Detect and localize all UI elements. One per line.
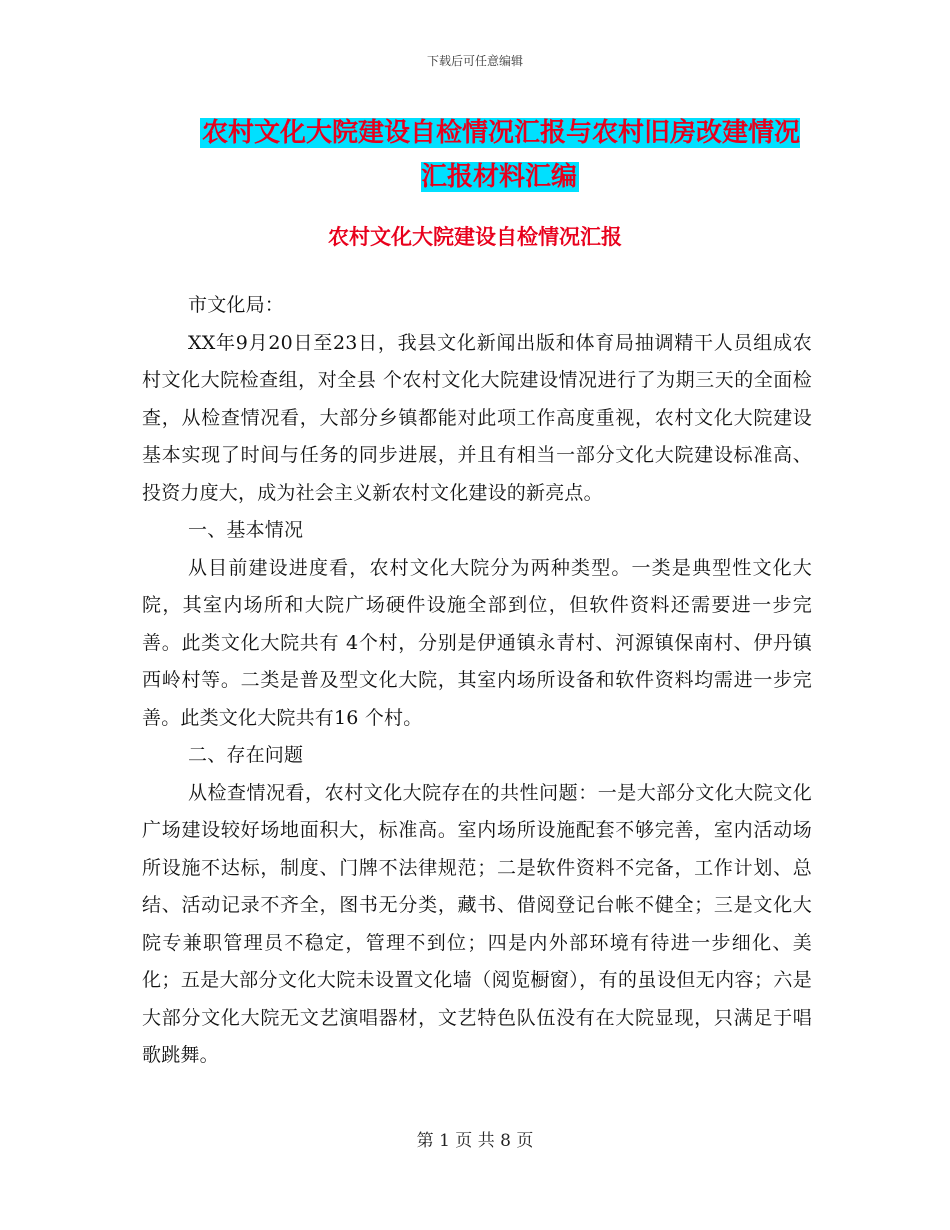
section-title: 农村文化大院建设自检情况汇报 xyxy=(328,225,622,249)
heading-problems: 二、存在问题 xyxy=(188,744,304,766)
header-note: 下载后可任意编辑 xyxy=(426,54,523,68)
page-footer: 第 1 页 共 8 页 xyxy=(416,1131,534,1151)
document-body xyxy=(142,287,812,1075)
paragraph-intro: XX年9月20日至23日，我县文化新闻出版和体育局抽调精干人员组成农村文化大院检查组，对全县 个农村文化大院建设情况进行了为期三天的全面检查，从检查情况看，大部分乡镇都能对此项工作高度重视，农村文化大院建设基本实现了时间与任务的同步进展，并且有相当一部分文化大院建设标准高、投资力度大，成为社会主义新农村文化建设的新亮点。 xyxy=(142,331,812,504)
main-title-text: 农村文化大院建设自检情况汇报与农村旧房改建情况汇报材料汇编 xyxy=(201,118,800,192)
paragraph-problems: 从检查情况看，农村文化大院存在的共性问题：一是大部分文化大院文化广场建设较好场地面积大，标准高。室内场所设施配套不够完善，室内活动场所设施不达标，制度、门牌不法律规范；二是软件资料不完备，工作计划、总结、活动记录不齐全，图书无分类，藏书、借阅登记台帐不健全；三是文化大院专兼职管理员不稳定，管理不到位；四是内外部环境有待进一步细化、美化；五是大部分文化大院未设置文化墙（阅览橱窗），有的虽设但无内容；六是大部分文化大院无文艺演唱器材，文艺特色队伍没有在大院显现，只满足于唱歌跳舞。 xyxy=(142,781,812,1066)
salutation: 市文化局： xyxy=(188,294,285,316)
paragraph-basic-situation: 从目前建设进度看，农村文化大院分为两种类型。一类是典型性文化大院，其室内场所和大院广场硬件设施全部到位，但软件资料还需要进一步完善。此类文化大院共有 4个村，分别是伊通镇永青村、河源镇保南村、伊丹镇西岭村等。二类是普及型文化大院，其室内场所设备和软件资料均需进一步完善。此类文化大院共有16 个村。 xyxy=(142,556,812,729)
main-title xyxy=(195,111,805,199)
heading-basic-situation: 一、基本情况 xyxy=(188,519,304,541)
